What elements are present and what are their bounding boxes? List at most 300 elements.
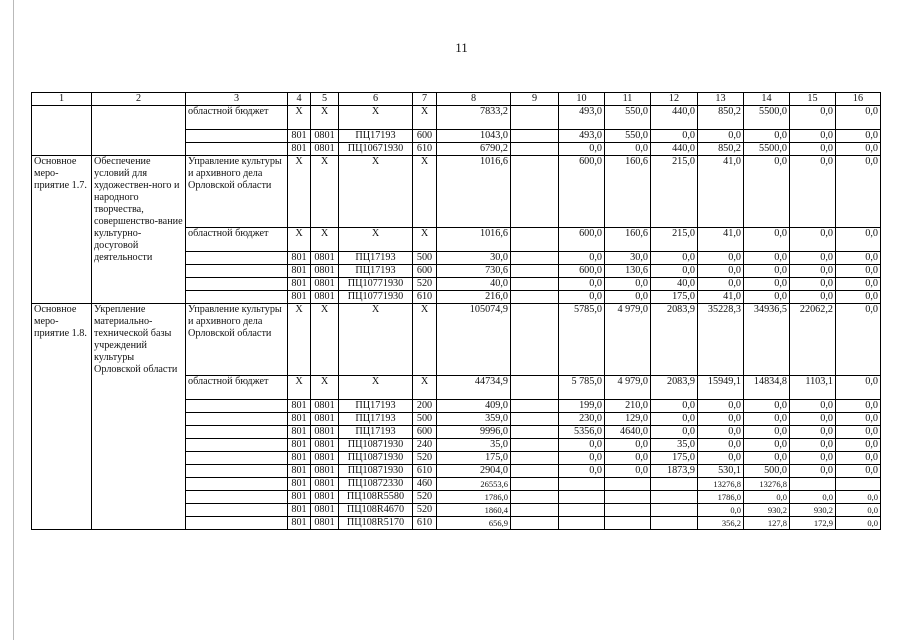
table-cell: 216,0: [437, 291, 511, 304]
funding-source: [186, 143, 288, 156]
table-cell: 600: [413, 426, 437, 439]
table-cell: X: [311, 304, 339, 376]
table-cell: 2083,9: [651, 376, 698, 400]
table-cell: 40,0: [651, 278, 698, 291]
table-cell: 520: [413, 504, 437, 517]
table-cell: ПЦ108R4670: [339, 504, 413, 517]
table-cell: 1016,6: [437, 156, 511, 228]
table-cell: 0,0: [836, 106, 881, 130]
table-cell: 0,0: [836, 426, 881, 439]
table-cell: 0,0: [744, 156, 790, 228]
table-cell: X: [339, 106, 413, 130]
table-cell: [605, 478, 651, 491]
table-cell: 500: [413, 252, 437, 265]
table-cell: 0,0: [698, 252, 744, 265]
table-cell: [511, 265, 559, 278]
table-cell: 0,0: [559, 252, 605, 265]
table-cell: X: [413, 106, 437, 130]
table-cell: 0,0: [790, 400, 836, 413]
table-cell: [511, 478, 559, 491]
table-cell: [511, 143, 559, 156]
table-cell: X: [288, 106, 311, 130]
table-cell: 0,0: [744, 400, 790, 413]
funding-source: [186, 426, 288, 439]
funding-source: [186, 130, 288, 143]
table-cell: 160,6: [605, 156, 651, 228]
table-cell: 1873,9: [651, 465, 698, 478]
table-cell: 0801: [311, 439, 339, 452]
column-number: 2: [92, 93, 186, 106]
table-cell: 0,0: [744, 252, 790, 265]
table-cell: 600: [413, 130, 437, 143]
table-cell: X: [413, 156, 437, 228]
table-cell: [651, 504, 698, 517]
table-cell: 850,2: [698, 143, 744, 156]
funding-source: Управление культуры и архивного дела Орловской области: [186, 156, 288, 228]
column-number: 14: [744, 93, 790, 106]
table-cell: [511, 439, 559, 452]
table-cell: 0,0: [744, 491, 790, 504]
table-cell: 5500,0: [744, 143, 790, 156]
table-cell: 0,0: [836, 517, 881, 530]
table-cell: 600,0: [559, 265, 605, 278]
table-cell: 9996,0: [437, 426, 511, 439]
table-cell: 0,0: [651, 413, 698, 426]
event-description: [92, 106, 186, 156]
table-cell: X: [311, 376, 339, 400]
funding-source: [186, 478, 288, 491]
table-cell: [511, 278, 559, 291]
table-cell: 801: [288, 130, 311, 143]
table-cell: 0,0: [744, 130, 790, 143]
table-cell: 440,0: [651, 106, 698, 130]
column-number: 12: [651, 93, 698, 106]
table-cell: 0,0: [836, 252, 881, 265]
table-cell: 801: [288, 400, 311, 413]
funding-source: [186, 265, 288, 278]
table-cell: 610: [413, 143, 437, 156]
table-cell: X: [339, 304, 413, 376]
column-number: 15: [790, 93, 836, 106]
table-cell: 0,0: [698, 504, 744, 517]
table-cell: 1043,0: [437, 130, 511, 143]
table-cell: 0801: [311, 426, 339, 439]
table-cell: 5785,0: [559, 304, 605, 376]
table-cell: 0,0: [790, 130, 836, 143]
table-cell: 41,0: [698, 228, 744, 252]
table-cell: 4 979,0: [605, 376, 651, 400]
table-cell: 0,0: [836, 291, 881, 304]
table-cell: ПЦ10771930: [339, 291, 413, 304]
table-cell: 801: [288, 504, 311, 517]
table-cell: 801: [288, 252, 311, 265]
table-cell: 0,0: [698, 400, 744, 413]
table-cell: 0,0: [790, 465, 836, 478]
table-cell: 0,0: [698, 278, 744, 291]
table-cell: ПЦ17193: [339, 130, 413, 143]
table-cell: 0,0: [836, 130, 881, 143]
table-cell: 801: [288, 439, 311, 452]
table-cell: 550,0: [605, 130, 651, 143]
table-cell: [559, 504, 605, 517]
table-cell: 0,0: [836, 439, 881, 452]
table-cell: 0,0: [790, 265, 836, 278]
table-cell: 530,1: [698, 465, 744, 478]
funding-source: [186, 400, 288, 413]
event-label: Основное меро-приятие 1.8.: [32, 304, 92, 530]
table-cell: 0,0: [790, 439, 836, 452]
table-cell: 15949,1: [698, 376, 744, 400]
table-cell: 5 785,0: [559, 376, 605, 400]
table-cell: 0801: [311, 278, 339, 291]
table-cell: 610: [413, 517, 437, 530]
table-cell: X: [288, 376, 311, 400]
table-cell: 0,0: [836, 452, 881, 465]
funding-source: [186, 252, 288, 265]
table-cell: 0,0: [744, 426, 790, 439]
table-cell: 930,2: [790, 504, 836, 517]
table-cell: 35228,3: [698, 304, 744, 376]
table-cell: 1103,1: [790, 376, 836, 400]
table-cell: 0,0: [744, 452, 790, 465]
table-cell: ПЦ17193: [339, 426, 413, 439]
table-cell: X: [339, 156, 413, 228]
table-cell: 440,0: [651, 143, 698, 156]
table-cell: 13276,8: [744, 478, 790, 491]
table-cell: 801: [288, 143, 311, 156]
funding-source: [186, 491, 288, 504]
table-cell: 356,2: [698, 517, 744, 530]
table-cell: 7833,2: [437, 106, 511, 130]
table-cell: X: [288, 304, 311, 376]
table-cell: 4 979,0: [605, 304, 651, 376]
table-cell: 172,9: [790, 517, 836, 530]
table-cell: 0,0: [836, 228, 881, 252]
table-cell: 0,0: [559, 278, 605, 291]
table-cell: X: [413, 304, 437, 376]
table-cell: 0,0: [836, 376, 881, 400]
table-cell: 0,0: [790, 291, 836, 304]
table-cell: 801: [288, 426, 311, 439]
table-cell: 493,0: [559, 130, 605, 143]
table-cell: 0,0: [836, 465, 881, 478]
funding-source: [186, 517, 288, 530]
table-cell: 0,0: [836, 278, 881, 291]
table-cell: 0,0: [790, 156, 836, 228]
table-cell: 0801: [311, 291, 339, 304]
funding-source: [186, 413, 288, 426]
table-cell: 240: [413, 439, 437, 452]
funding-source: областной бюджет: [186, 376, 288, 400]
table-cell: 500,0: [744, 465, 790, 478]
table-cell: ПЦ17193: [339, 413, 413, 426]
table-cell: 130,6: [605, 265, 651, 278]
table-cell: 41,0: [698, 291, 744, 304]
table-cell: 1786,0: [698, 491, 744, 504]
funding-source: Управление культуры и архивного дела Орловской области: [186, 304, 288, 376]
table-cell: 500: [413, 413, 437, 426]
table-cell: 0,0: [836, 304, 881, 376]
table-cell: ПЦ17193: [339, 265, 413, 278]
table-cell: 215,0: [651, 228, 698, 252]
table-cell: [511, 452, 559, 465]
table-cell: 656,9: [437, 517, 511, 530]
table-cell: 26553,6: [437, 478, 511, 491]
table-cell: [511, 106, 559, 130]
event-description: Укрепление материально-технической базы учреждений культуры Орловской области: [92, 304, 186, 530]
table-cell: 160,6: [605, 228, 651, 252]
table-cell: [511, 504, 559, 517]
table-cell: ПЦ10872330: [339, 478, 413, 491]
column-number: 9: [511, 93, 559, 106]
table-cell: 5356,0: [559, 426, 605, 439]
table-cell: 175,0: [651, 452, 698, 465]
table-cell: 0,0: [651, 426, 698, 439]
table-cell: 41,0: [698, 156, 744, 228]
table-cell: ПЦ10771930: [339, 278, 413, 291]
column-number: 13: [698, 93, 744, 106]
table-cell: 550,0: [605, 106, 651, 130]
table-cell: 0,0: [790, 413, 836, 426]
table-cell: 0,0: [605, 291, 651, 304]
table-cell: 0,0: [790, 452, 836, 465]
table-cell: 35,0: [437, 439, 511, 452]
table-cell: 14834,8: [744, 376, 790, 400]
event-description: Обеспечение условий для художествен-ного и народного творчества, совершенство-вание культурно-досуговой деятельности: [92, 156, 186, 304]
table-cell: 30,0: [437, 252, 511, 265]
table-cell: [559, 517, 605, 530]
table-cell: 215,0: [651, 156, 698, 228]
table-cell: 127,8: [744, 517, 790, 530]
table-cell: 520: [413, 491, 437, 504]
table-cell: 4640,0: [605, 426, 651, 439]
table-cell: 13276,8: [698, 478, 744, 491]
column-number: 8: [437, 93, 511, 106]
table-cell: ПЦ17193: [339, 400, 413, 413]
table-cell: 0,0: [651, 265, 698, 278]
table-cell: ПЦ17193: [339, 252, 413, 265]
table-cell: 600,0: [559, 228, 605, 252]
table-cell: 0,0: [651, 400, 698, 413]
table-cell: 1016,6: [437, 228, 511, 252]
table-cell: 850,2: [698, 106, 744, 130]
table-cell: 0,0: [744, 228, 790, 252]
table-cell: 801: [288, 478, 311, 491]
table-cell: 1860,4: [437, 504, 511, 517]
table-cell: 0,0: [698, 426, 744, 439]
table-cell: ПЦ10871930: [339, 439, 413, 452]
table-cell: 520: [413, 278, 437, 291]
table-cell: 129,0: [605, 413, 651, 426]
table-cell: X: [288, 156, 311, 228]
table-cell: 520: [413, 452, 437, 465]
table-cell: ПЦ10871930: [339, 465, 413, 478]
table-cell: [651, 491, 698, 504]
table-cell: 175,0: [437, 452, 511, 465]
table-cell: 610: [413, 465, 437, 478]
header-row: [32, 93, 881, 106]
table-row: [32, 106, 881, 130]
table-cell: [559, 491, 605, 504]
table-cell: 6790,2: [437, 143, 511, 156]
table-cell: [511, 376, 559, 400]
table-cell: 0,0: [836, 400, 881, 413]
table-cell: ПЦ10671930: [339, 143, 413, 156]
table-cell: 801: [288, 265, 311, 278]
table-cell: 801: [288, 517, 311, 530]
budget-table: [31, 92, 881, 530]
table-cell: X: [413, 376, 437, 400]
table-cell: 0801: [311, 517, 339, 530]
table-cell: 0,0: [559, 452, 605, 465]
table-cell: 0,0: [605, 143, 651, 156]
table-cell: X: [339, 376, 413, 400]
table-cell: 34936,5: [744, 304, 790, 376]
table-cell: 0,0: [790, 143, 836, 156]
funding-source: областной бюджет: [186, 106, 288, 130]
table-cell: 0,0: [559, 465, 605, 478]
table-cell: 0,0: [836, 413, 881, 426]
table-cell: 930,2: [744, 504, 790, 517]
table-cell: 22062,2: [790, 304, 836, 376]
table-cell: 0,0: [698, 265, 744, 278]
table-cell: 0,0: [836, 143, 881, 156]
table-cell: 0,0: [790, 106, 836, 130]
event-label: [32, 106, 92, 156]
table-cell: [511, 228, 559, 252]
table-cell: 0,0: [559, 143, 605, 156]
table-cell: [790, 478, 836, 491]
table-cell: [511, 130, 559, 143]
table-cell: X: [413, 228, 437, 252]
table-cell: 0,0: [790, 228, 836, 252]
table-cell: [511, 465, 559, 478]
table-cell: 35,0: [651, 439, 698, 452]
table-cell: [651, 517, 698, 530]
table-cell: 493,0: [559, 106, 605, 130]
scan-edge-line: [13, 0, 14, 640]
table-cell: 175,0: [651, 291, 698, 304]
table-cell: 0,0: [790, 426, 836, 439]
table-cell: 359,0: [437, 413, 511, 426]
table-cell: 600,0: [559, 156, 605, 228]
table-cell: 610: [413, 291, 437, 304]
event-label: Основное меро-приятие 1.7.: [32, 156, 92, 304]
table-cell: 0,0: [698, 413, 744, 426]
table-cell: 801: [288, 465, 311, 478]
table-cell: [511, 291, 559, 304]
table-cell: 0801: [311, 504, 339, 517]
table-cell: 0,0: [698, 130, 744, 143]
column-number: 4: [288, 93, 311, 106]
funding-source: [186, 291, 288, 304]
table-cell: 2083,9: [651, 304, 698, 376]
table-cell: [511, 252, 559, 265]
table-cell: 0,0: [790, 252, 836, 265]
table-cell: [511, 304, 559, 376]
table-cell: X: [339, 228, 413, 252]
table-cell: 0,0: [790, 278, 836, 291]
funding-source: [186, 278, 288, 291]
table-cell: 730,6: [437, 265, 511, 278]
table-cell: 0801: [311, 400, 339, 413]
table-cell: 0,0: [559, 439, 605, 452]
table-cell: X: [288, 228, 311, 252]
table-cell: [511, 413, 559, 426]
table-cell: 600: [413, 265, 437, 278]
table-cell: 0801: [311, 465, 339, 478]
table-cell: 0801: [311, 413, 339, 426]
column-number: 3: [186, 93, 288, 106]
column-number: 5: [311, 93, 339, 106]
table-cell: [605, 491, 651, 504]
table-cell: 0,0: [605, 278, 651, 291]
table-cell: 200: [413, 400, 437, 413]
table-cell: 0,0: [790, 491, 836, 504]
table-cell: 0801: [311, 252, 339, 265]
table-cell: X: [311, 106, 339, 130]
table-cell: 801: [288, 278, 311, 291]
funding-source: областной бюджет: [186, 228, 288, 252]
funding-source: [186, 465, 288, 478]
table-cell: 0801: [311, 452, 339, 465]
funding-source: [186, 504, 288, 517]
table-cell: [651, 478, 698, 491]
table-cell: 801: [288, 452, 311, 465]
table-cell: ПЦ108R5580: [339, 491, 413, 504]
table-cell: 409,0: [437, 400, 511, 413]
table-cell: 0,0: [744, 265, 790, 278]
table-cell: [511, 491, 559, 504]
table-cell: 1786,0: [437, 491, 511, 504]
table-cell: 0,0: [836, 265, 881, 278]
table-cell: 0,0: [744, 291, 790, 304]
table-cell: 0,0: [605, 465, 651, 478]
table-cell: 801: [288, 491, 311, 504]
table-cell: X: [311, 228, 339, 252]
table-cell: 0,0: [698, 452, 744, 465]
table-cell: [511, 400, 559, 413]
table-cell: 0,0: [605, 439, 651, 452]
column-number: 16: [836, 93, 881, 106]
table-cell: 0801: [311, 130, 339, 143]
table-cell: 0,0: [651, 252, 698, 265]
table-cell: 199,0: [559, 400, 605, 413]
table-cell: 230,0: [559, 413, 605, 426]
table-cell: 801: [288, 291, 311, 304]
page-number: 11: [455, 40, 468, 55]
table-row: [32, 304, 881, 376]
table-cell: 0801: [311, 478, 339, 491]
table-cell: [511, 156, 559, 228]
table-cell: 0801: [311, 491, 339, 504]
table-cell: 30,0: [605, 252, 651, 265]
table-cell: ПЦ108R5170: [339, 517, 413, 530]
table-cell: 0801: [311, 143, 339, 156]
column-number: 11: [605, 93, 651, 106]
table-cell: 0,0: [836, 504, 881, 517]
table-cell: 0,0: [836, 156, 881, 228]
table-cell: 460: [413, 478, 437, 491]
table-cell: 0,0: [651, 130, 698, 143]
column-number: 7: [413, 93, 437, 106]
column-number: 10: [559, 93, 605, 106]
table-cell: 40,0: [437, 278, 511, 291]
table-cell: X: [311, 156, 339, 228]
table-cell: 0801: [311, 265, 339, 278]
table-cell: [605, 517, 651, 530]
table-cell: 0,0: [605, 452, 651, 465]
